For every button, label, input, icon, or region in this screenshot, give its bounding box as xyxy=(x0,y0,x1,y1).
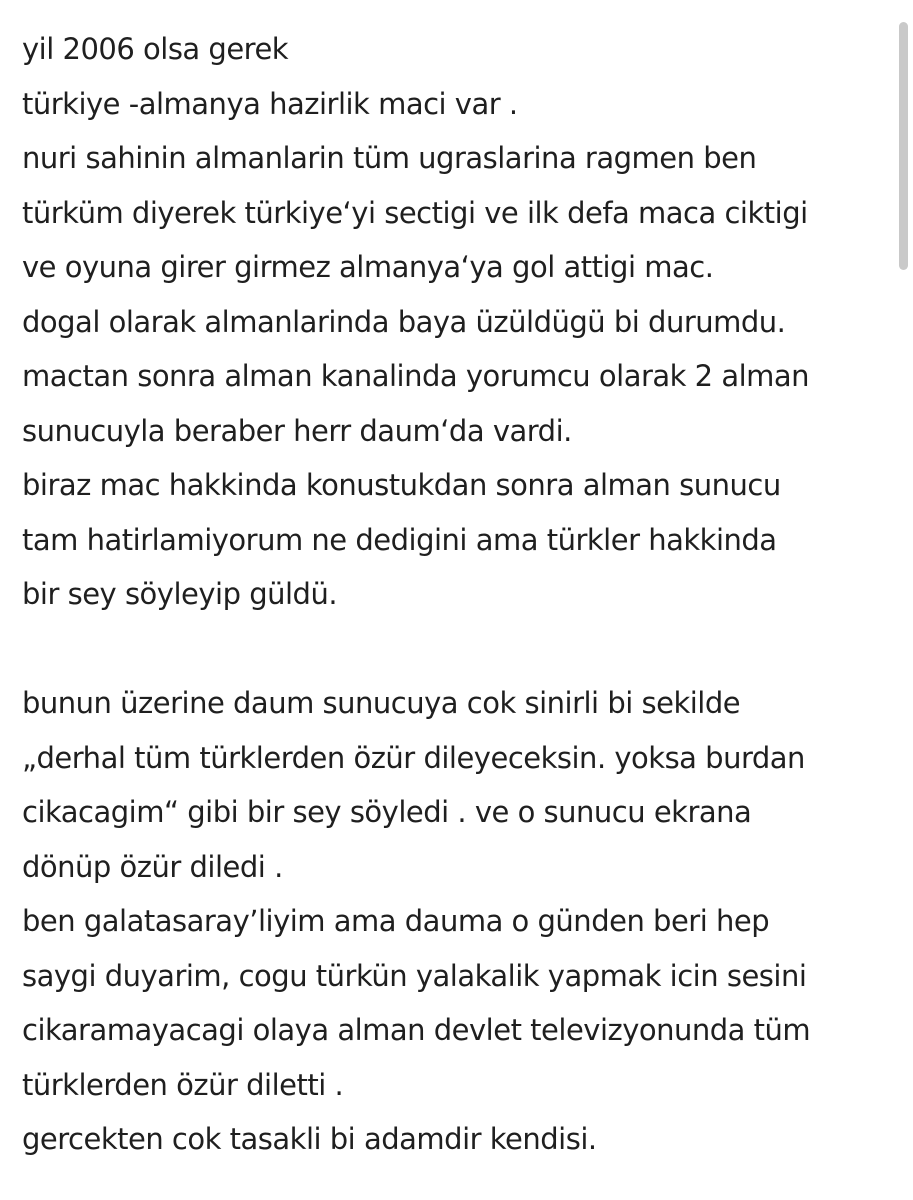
scrollbar-thumb[interactable] xyxy=(899,22,908,270)
entry-line: bir sey söyleyip güldü. xyxy=(22,577,338,611)
entry-line: tam hatirlamiyorum ne dedigini ama türkler hakkinda xyxy=(22,522,777,557)
entry-line: türkiye -almanya hazirlik maci var . xyxy=(22,86,518,121)
entry-line: cikacagim“ gibi bir sey söyledi . ve o sunucu ekrana xyxy=(22,795,752,829)
vertical-scrollbar[interactable] xyxy=(891,0,913,1200)
entry-line: bunun üzerine daum sunucuya cok sinirli bi sekilde xyxy=(22,686,741,720)
entry-line: yil 2006 olsa gerek xyxy=(22,32,289,66)
entry-line: ben galatasaray’liyim ama dauma o günden beri hep xyxy=(22,904,770,938)
paragraph-break xyxy=(22,622,892,677)
entry-text xyxy=(22,22,892,1167)
entry-line: sunucuyla beraber herr daum‘da vardi. xyxy=(22,413,572,448)
entry-line: saygi duyarim, cogu türkün yalakalik yapmak icin sesini xyxy=(22,958,807,993)
entry-line: dönüp özür diledi . xyxy=(22,849,283,884)
entry-line: gercekten cok tasakli bi adamdir kendisi. xyxy=(22,1122,597,1156)
entry-line: mactan sonra alman kanalinda yorumcu olarak 2 alman xyxy=(22,359,810,393)
entry-line: türküm diyerek türkiye‘yi sectigi ve ilk defa maca ciktigi xyxy=(22,195,808,230)
entry-line: dogal olarak almanlarinda baya üzüldügü bi durumdu. xyxy=(22,304,786,339)
entry-line: ve oyuna girer girmez almanya‘ya gol attigi mac. xyxy=(22,250,714,284)
entry-line: „derhal tüm türklerden özür dileyeceksin. yoksa burdan xyxy=(22,740,805,775)
entry-line: biraz mac hakkinda konustukdan sonra alman sunucu xyxy=(22,468,781,502)
entry-line: nuri sahinin almanlarin tüm ugraslarina ragmen ben xyxy=(22,141,757,175)
entry-line: cikaramayacagi olaya alman devlet televizyonunda tüm xyxy=(22,1013,811,1047)
entry-line: türklerden özür diletti . xyxy=(22,1067,344,1102)
